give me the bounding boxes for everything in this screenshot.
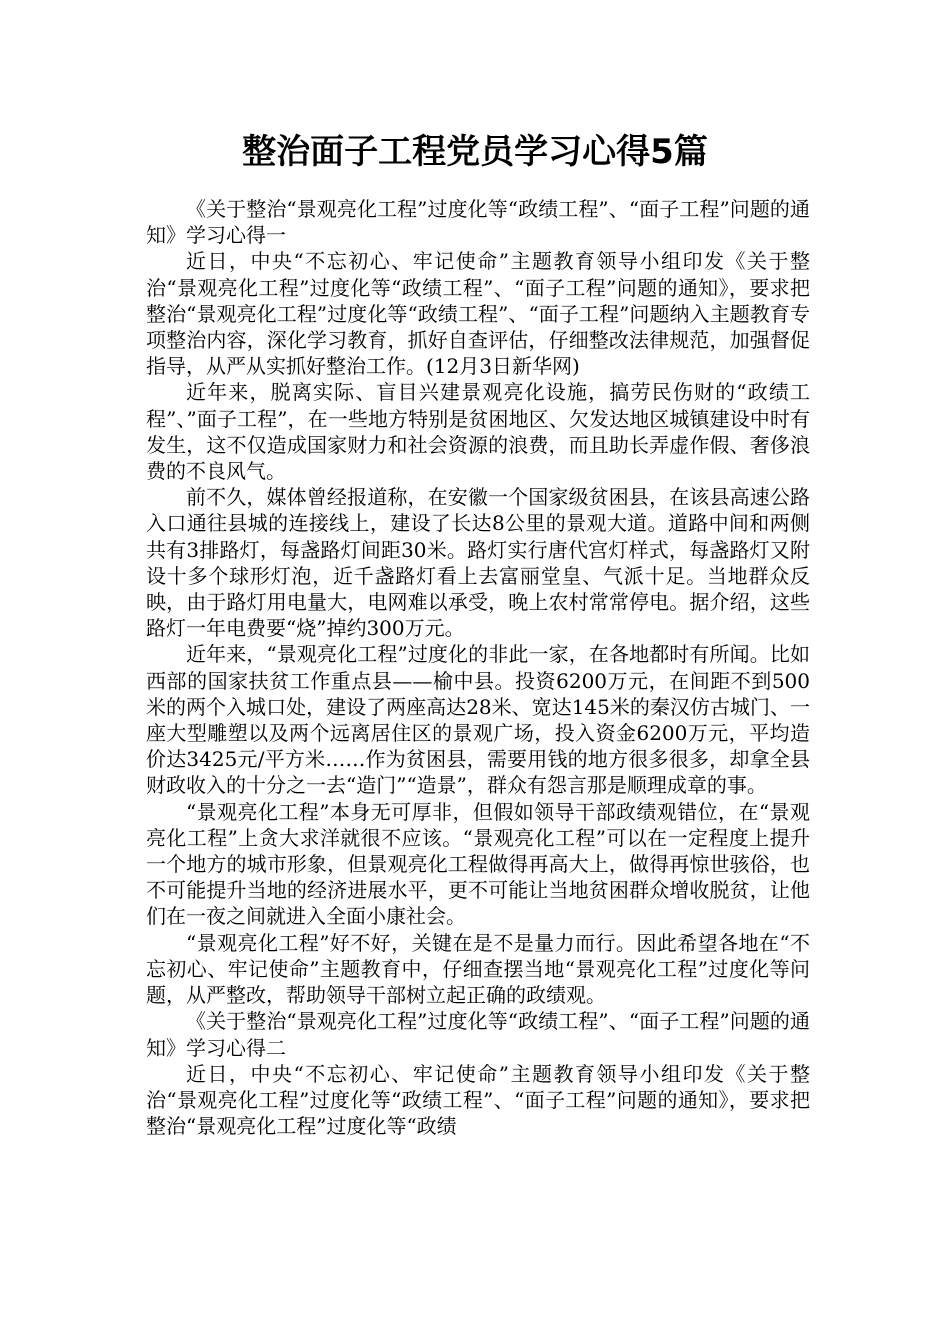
paragraph-heading-two: 《关于整治“景观亮化工程”过度化等“政绩工程”、“面子工程”问题的通知》学习心得二 [146,1009,810,1060]
document-title: 整治面子工程党员学习心得5篇 [242,132,708,172]
paragraph: 近日，中央“不忘初心、牢记使命”主题教育领导小组印发《关于整治“景观亮化工程”过度化等“政绩工程”、“面子工程”问题的通知》，要求把整治“景观亮化工程”过度化等“政绩工程”、“面子工程”问题纳入主题教育专项整治内容，深化学习教育，抓好自查评估，仔细整改法律规范，加强督促指导，从严从实抓好整治工作。(12月3日新华网) [146,249,810,379]
document-body [146,196,810,1139]
paragraph: 近年来，“景观亮化工程”过度化的非此一家，在各地都时有所闻。比如西部的国家扶贫工作重点县——榆中县。投资6200万元，在间距不到500米的两个入城口处，建设了两座高达28米、宽达145米的秦汉仿古城门、一座大型雕塑以及两个远离居住区的景观广场，投入资金6200万元，平均造价达3425元/平方米……作为贫困县，需要用钱的地方很多很多，却拿全县财政收入的十分之一去“造门”“造景”，群众有怨言那是顺理成章的事。 [146,642,810,798]
paragraph: 近年来，脱离实际、盲目兴建景观亮化设施，搞劳民伤财的“政绩工程”、”面子工程”，在一些地方特别是贫困地区、欠发达地区城镇建设中时有发生，这不仅造成国家财力和社会资源的浪费，而且助长弄虚作假、奢侈浪费的不良风气。 [146,380,810,484]
paragraph: 前不久，媒体曾经报道称，在安徽一个国家级贫困县，在该县高速公路入口通往县城的连接线上，建设了长达8公里的景观大道。道路中间和两侧共有3排路灯，每盏路灯间距30米。路灯实行唐代宫灯样式，每盏路灯又附设十多个球形灯泡，近千盏路灯看上去富丽堂皇、气派十足。当地群众反映，由于路灯用电量大，电网难以承受，晚上农村常常停电。据介绍，这些路灯一年电费要“烧”掉约300万元。 [146,485,810,641]
paragraph: 近日，中央“不忘初心、牢记使命”主题教育领导小组印发《关于整治“景观亮化工程”过度化等“政绩工程”、“面子工程”问题的通知》，要求把整治“景观亮化工程”过度化等“政绩 [146,1061,810,1139]
paragraph-heading-one: 《关于整治“景观亮化工程”过度化等“政绩工程”、“面子工程”问题的通知》学习心得一 [146,197,810,248]
paragraph: “景观亮化工程”本身无可厚非，但假如领导干部政绩观错位，在“景观亮化工程”上贪大求洋就很不应该。“景观亮化工程”可以在一定程度上提升一个地方的城市形象，但景观亮化工程做得再高大上，做得再惊世骇俗，也不可能提升当地的经济进展水平，更不可能让当地贫困群众增收脱贫，让他们在一夜之间就进入全面小康社会。 [146,799,810,929]
paragraph: “景观亮化工程”好不好，关键在是不是量力而行。因此希望各地在“不忘初心、牢记使命”主题教育中，仔细查摆当地“景观亮化工程”过度化等问题，从严整改，帮助领导干部树立起正确的政绩观。 [146,930,810,1008]
